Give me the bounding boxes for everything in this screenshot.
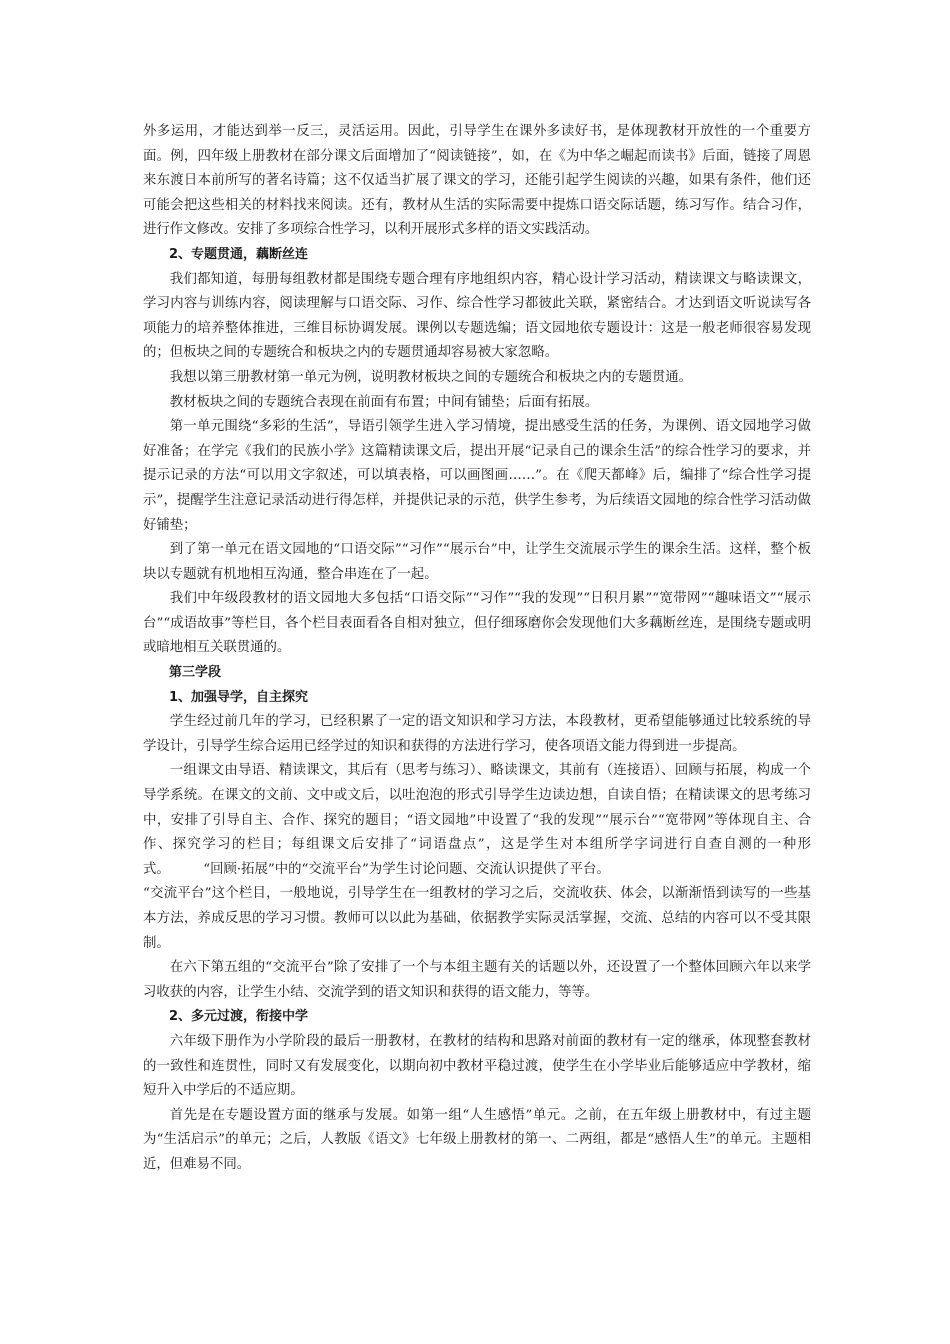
paragraph: “交流平台”这个栏目，一般地说，引导学生在一组教材的学习之后，交流收获、体会，以渐渐悟到读写的一些基本方法，养成反思的学习习惯。教师可以以此为基础，依据教学实际灵活掌握，交流、总结的内容可以不受其限制。 [143, 886, 811, 951]
paragraph: 在六下第五组的“交流平台”除了安排了一个与本组主题有关的话题以外，还设置了一个整体回顾六年以来学习收获的内容，让学生小结、交流学到的语文知识和获得的语文能力，等等。 [143, 960, 811, 1000]
paragraph: 六年级下册作为小学阶段的最后一册教材，在教材的结构和思路对前面的教材有一定的继承，体现整套教材的一致性和连贯性，同时又有发展变化，以期向初中教材平稳过渡，使学生在小学毕业后能够适应中学教材，缩短升入中学后的不适应期。 [143, 1033, 811, 1099]
paragraph: 我们中年级段教材的语文园地大多包括“口语交际”“习作”“我的发现”“日积月累”“宽带网”“趣味语文”“展示台”“成语故事”等栏目，各个栏目表面看各自相对独立，但仔细琢磨你会发现他们大多藕断丝连，是围绕专题或明或暗地相互关联贯通的。 [143, 591, 811, 656]
paragraph: 学生经过前几年的学习，已经积累了一定的语文知识和学习方法，本段教材，更希望能够通过比较系统的导学设计，引导学生综合运用已经学过的知识和获得的方法进行学习，使各项语文能力得到进一步提高。 [143, 714, 811, 754]
section-heading: 第三学段 [169, 665, 222, 681]
paragraph: 我们都知道，每册每组教材都是围绕专题合理有序地组织内容，精心设计学习活动，精读课文与略读课文，学习内容与训练内容，阅读理解与口语交际、习作、综合性学习都彼此关联，紧密结合。才达到语文听说读写各项能力的培养整体推进，三维目标协调发展。课例以专题选编；语文园地依专题设计：这是一般老师很容易发现的；但板块之间的专题统合和板块之内的专题贯通却容易被大家忽略。 [143, 271, 811, 361]
subsection-heading: 1、加强导学，自主探究 [169, 689, 309, 705]
paragraph: 教材板块之间的专题统合表现在前面有布置；中间有铺垫；后面有拓展。 [169, 394, 599, 410]
paragraph: 第一单元围绕“多彩的生活”，导语引领学生进入学习情境，提出感受生活的任务，为课例、语文园地学习做好准备；在学完《我们的民族小学》这篇精读课文后，提出开展“记录自己的课余生活”的综合性学习的要求，并提示记录的方法“可以用文字叙述，可以填表格，可以画图画……”。在《爬天都峰》后，编排了“综合性学习提示”，提醒学生注意记录活动进行得怎样，并提供记录的示范，供学生参考，为后续语文园地的综合性学习活动做好铺垫； [143, 419, 811, 533]
paragraph: 到了第一单元在语文园地的“口语交际”“习作”“展示台”中，让学生交流展示学生的课余生活。这样，整个板块以专题就有机地相互沟通，整合串连在了一起。 [143, 542, 811, 582]
paragraph: 一组课文由导语、精读课文，其后有（思考与练习）、略读课文，其前有（连接语）、回顾与拓展，构成一个导学系统。在课文的文前、文中或文后，以吐泡泡的形式引导学生边读边想，自读自悟；在精读课文的思考练习中，安排了引导自主、合作、探究的题目；“语文园地”中设置了“我的发现”“展示台”“宽带网”等体现自主、合作、探究学习的栏目；每组课文后安排了“词语盘点”，这是学生对本组所学字词进行自查自测的一种形式。 “回顾·拓展”中的“交流平台”为学生讨论问题、交流认识提供了平台。 [143, 763, 811, 877]
paragraph: 我想以第三册教材第一单元为例，说明教材板块之间的专题统合和板块之内的专题贯通。 [169, 369, 693, 385]
document-page [143, 120, 811, 1178]
paragraph: 外多运用，才能达到举一反三，灵活运用。因此，引导学生在课外多读好书，是体现教材开放性的一个重要方面。例，四年级上册教材在部分课文后面增加了“阅读链接”，如，在《为中华之崛起而读书》后面，链接了周恩来东渡日本前所写的著名诗篇；这不仅适当扩展了课文的学习，还能引起学生阅读的兴趣，如果有条件，他们还可能会把这些相关的材料找来阅读。还有，教材从生活的实际需要中提炼口语交际话题，练习写作。结合习作，进行作文修改。安排了多项综合性学习，以利开展形式多样的语文实践活动。 [143, 124, 811, 238]
paragraph: 首先是在专题设置方面的继承与发展。如第一组“人生感悟”单元。之前，在五年级上册教材中，有过主题为“生活启示”的单元；之后，人教版《语文》七年级上册教材的第一、二两组，都是“感悟人生”的单元。主题相近，但难易不同。 [143, 1107, 811, 1172]
section-heading: 2、专题贯通，藕断丝连 [169, 246, 309, 262]
subsection-heading: 2、多元过渡，衔接中学 [169, 1009, 309, 1025]
